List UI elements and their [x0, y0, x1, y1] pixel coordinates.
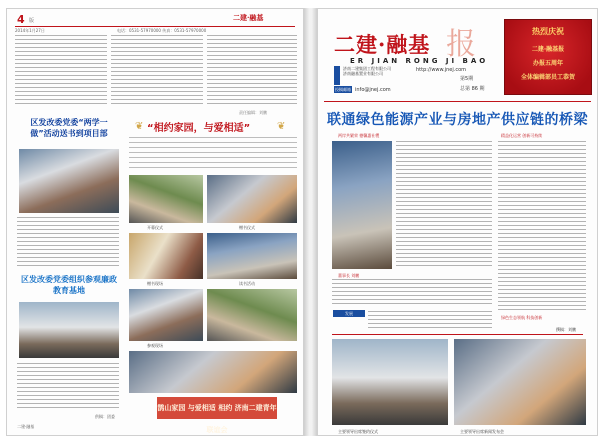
photo-section-rule: [332, 334, 583, 335]
editor-line: 责任编辑：刘鹏: [239, 110, 267, 115]
author-line: 撰稿：刘鹏: [556, 327, 576, 332]
email-tag: 投稿邮箱: [335, 87, 351, 92]
masthead-sponsors: [343, 66, 391, 76]
feature-banner: 鹊山家园 与爱相适 相约 济南二建青年联谊会: [157, 397, 277, 419]
masthead-bao-glyph: 报: [446, 27, 476, 62]
flourish-right-icon: ❦: [277, 121, 286, 132]
masthead-title: 二建·融基: [334, 32, 431, 57]
masthead-pinyin: ER JIAN RONG JI BAO: [350, 57, 489, 65]
headline-rule: [324, 101, 591, 102]
ad-line-2: 办报五周年: [532, 60, 563, 67]
feature-photo-5: [129, 289, 203, 341]
date-line: 2014年1月27日: [15, 28, 45, 33]
header-rule: [15, 26, 295, 27]
page-gutter: [304, 8, 317, 436]
flourish-left-icon: ❦: [135, 121, 144, 132]
article-text-top-2: [111, 35, 203, 107]
article-2-text: [17, 363, 119, 409]
signing-ceremony-photo: [332, 339, 448, 425]
main-article-col-1b: [332, 279, 492, 307]
press-conference-photo: [454, 339, 586, 425]
feature-photo-2: [207, 175, 297, 223]
main-headline: 联通绿色能源产业与房地产供应链的桥梁: [327, 112, 588, 128]
sponsor-line-1: 济南二建集团工程有限公司: [343, 66, 391, 71]
photo-caption-right: 主要领导出席新闻发布会: [460, 429, 504, 434]
left-newspaper-page: [6, 8, 304, 436]
main-article-col-1c: [368, 311, 492, 331]
email-line: info@jnej.com: [355, 87, 391, 93]
feature-intro-text: [129, 137, 297, 169]
edition-mark: 二建·融基: [233, 13, 264, 22]
website-line: http://www.jnej.com: [416, 67, 467, 73]
ad-line-3: 全体编辑部员工恭贺: [520, 74, 575, 81]
feature-photo-3: [129, 233, 203, 279]
article-1-photo: [19, 149, 119, 213]
main-article-col-1: [396, 141, 492, 269]
left-bottom-caption: 二建·融基: [17, 424, 35, 429]
article-text-top-3: [207, 35, 297, 107]
feature-caption-3: 赠书现场: [147, 281, 163, 286]
article-text-top-1: [15, 35, 107, 107]
sponsor-line-2: 济南融基置业有限公司: [343, 71, 383, 76]
right-newspaper-page: [317, 8, 598, 436]
page-number-label: 版: [29, 18, 35, 24]
masthead-blue-bar: [334, 66, 340, 85]
feature-caption-4: 读书活动: [239, 281, 255, 286]
article-1-text: [17, 217, 119, 269]
issue-line: 第5期: [460, 76, 474, 82]
feature-photo-7: [129, 351, 297, 393]
portrait-caption: 董事长 刘鹏: [338, 273, 360, 278]
contact-line: 电话：0531-57970000 传真：0531-57970000: [117, 28, 207, 33]
anniversary-ad: [504, 19, 592, 95]
feature-photo-4: [207, 233, 297, 279]
subhead-1: 两岸共繁荣 德馨惠社稷: [338, 133, 380, 138]
subhead-2: 精益化运营 创新可持续: [501, 133, 543, 138]
feature-photo-1: [129, 175, 203, 223]
photo-caption-left: 主要领导出席签约仪式: [338, 429, 378, 434]
feature-caption-2: 赠书仪式: [239, 225, 255, 230]
article-2-headline: 区发改委党委组织参观廉政教育基地: [21, 275, 117, 295]
feature-headline: “相约家园，与爱相适”: [147, 123, 251, 134]
feature-caption-5: 参观现场: [147, 343, 163, 348]
portrait-photo: [332, 141, 392, 269]
main-article-col-2: [498, 141, 586, 311]
subhead-3: 绿色生态领航 科技创新: [501, 315, 543, 320]
source-line: 供稿：团委: [95, 414, 115, 419]
article-1-headline: 区发改委党委“两学一做”活动送书到项目部: [30, 118, 108, 138]
page-number: 4: [17, 13, 25, 26]
total-issue-line: 总第 86 期: [460, 86, 485, 92]
ad-title: 热烈庆祝: [532, 27, 564, 36]
article-2-photo: [19, 302, 119, 358]
ad-line-1: 二建·融基报: [531, 46, 565, 53]
feature-photo-6: [207, 289, 297, 341]
section-label-box: 发展: [333, 310, 365, 317]
feature-caption-1: 开幕仪式: [147, 225, 163, 230]
